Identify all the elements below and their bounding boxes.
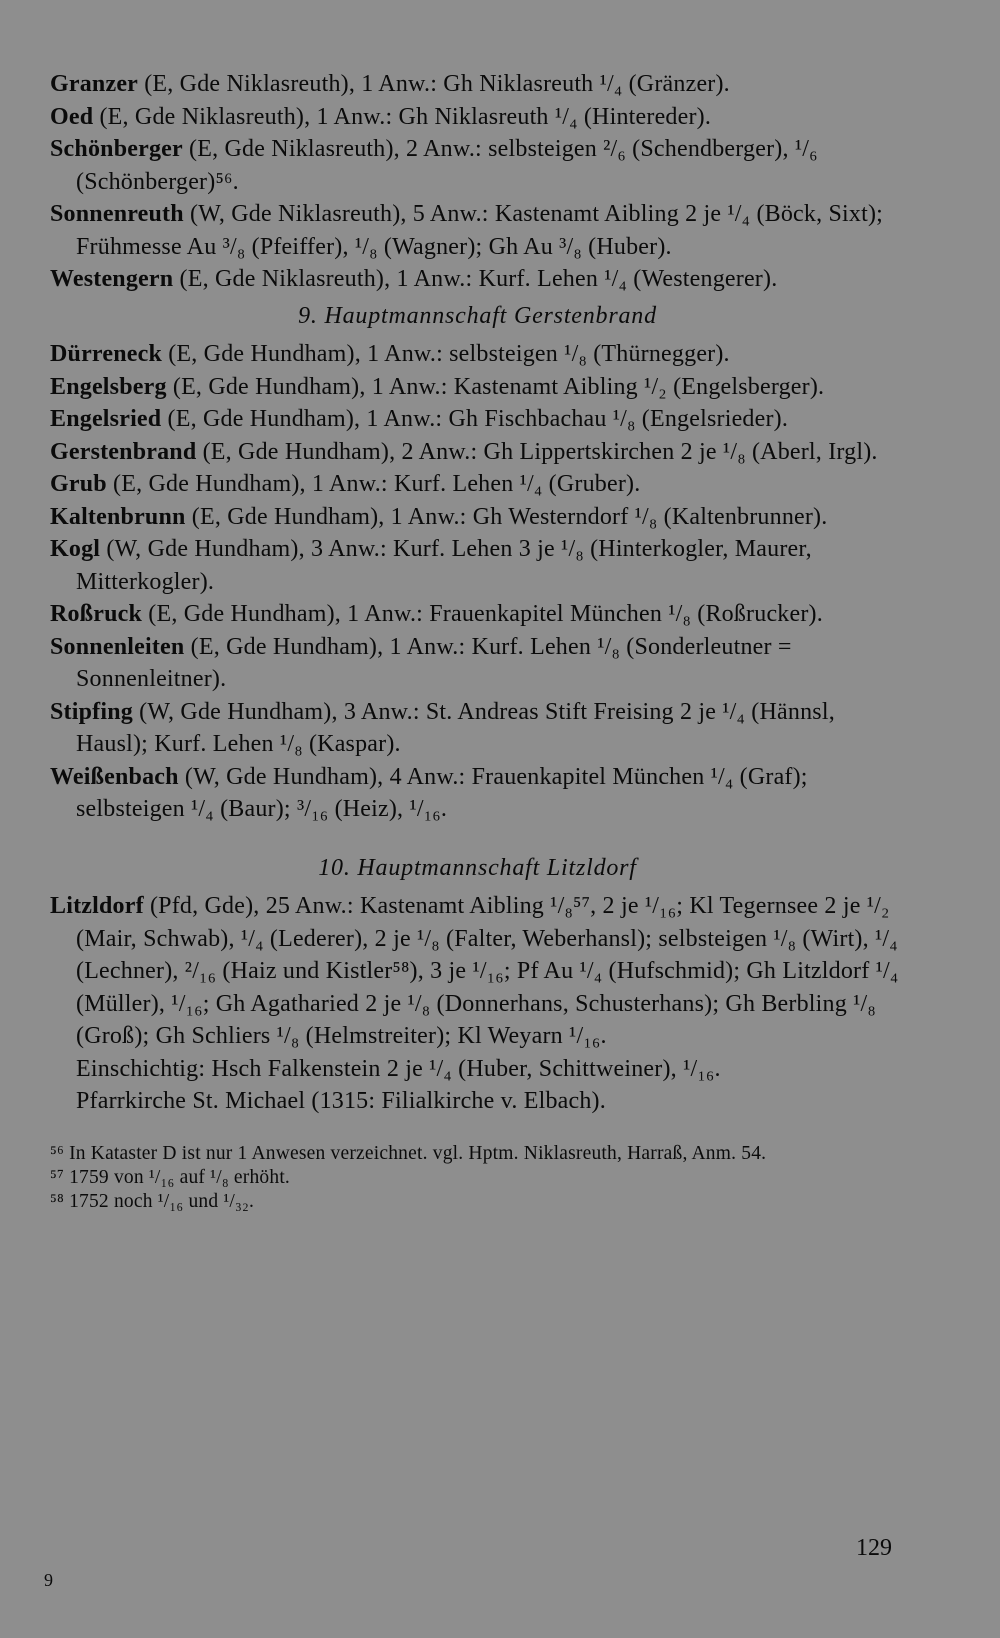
page-number: 129: [856, 1535, 892, 1561]
entry-sonnenreuth: Sonnenreuth (W, Gde Niklasreuth), 5 Anw.: Kastenamt Aibling 2 je ¹/₄ (Böck, Sixt); Frühmesse Au ³/₈ (Pfeiffer), ¹/₈ (Wagner); Gh Au ³/₈ (Huber).: [50, 201, 884, 260]
entry-schoenberger: Schönberger (E, Gde Niklasreuth), 2 Anw.: selbsteigen ²/₆ (Schendberger), ¹/₆ (Schönberger)⁵⁶.: [50, 136, 818, 195]
entry-engelsberg: Engelsberg (E, Gde Hundham), 1 Anw.: Kastenamt Aibling ¹/₂ (Engelsberger).: [50, 373, 825, 400]
entry-oed: Oed (E, Gde Niklasreuth), 1 Anw.: Gh Niklasreuth ¹/₄ (Hintereder).: [50, 103, 712, 130]
entry-stipfing: Stipfing (W, Gde Hundham), 3 Anw.: St. Andreas Stift Freising 2 je ¹/₄ (Hännsl, Hausl); Kurf. Lehen ¹/₈ (Kaspar).: [50, 698, 835, 757]
entry-engelsried: Engelsried (E, Gde Hundham), 1 Anw.: Gh Fischbachau ¹/₈ (Engelsrieder).: [50, 406, 789, 432]
litzldorf-einschichtig: Einschichtig: Hsch Falkenstein 2 je ¹/₄ (Huber, Schittweiner), ¹/₁₆.: [76, 1055, 721, 1082]
signature-mark: 9: [44, 1570, 53, 1590]
litzldorf-pfarrkirche: Pfarrkirche St. Michael (1315: Filialkirche v. Elbach).: [76, 1088, 606, 1114]
footnote-58: ⁵⁸ 1752 noch ¹/₁₆ und ¹/₃₂.: [50, 1190, 255, 1212]
footnote-57: ⁵⁷ 1759 von ¹/₁₆ auf ¹/₈ erhöht.: [50, 1166, 291, 1188]
section-heading-10: 10. Hauptmannschaft Litzldorf: [318, 854, 637, 881]
footnotes: [50, 1142, 905, 1214]
section-heading-9: 9. Hauptmannschaft Gerstenbrand: [298, 302, 657, 329]
entry-duerreneck: Dürreneck (E, Gde Hundham), 1 Anw.: selbsteigen ¹/₈ (Thürnegger).: [50, 341, 730, 367]
footnote-56: ⁵⁶ In Kataster D ist nur 1 Anwesen verzeichnet. vgl. Hptm. Niklasreuth, Harraß, Anm. 54.: [50, 1142, 767, 1164]
entry-kaltenbrunn: Kaltenbrunn (E, Gde Hundham), 1 Anw.: Gh Westerndorf ¹/₈ (Kaltenbrunner).: [50, 503, 828, 530]
entry-grub: Grub (E, Gde Hundham), 1 Anw.: Kurf. Lehen ¹/₄ (Gruber).: [50, 471, 641, 497]
entry-westengern: Westengern (E, Gde Niklasreuth), 1 Anw.: Kurf. Lehen ¹/₄ (Westengerer).: [50, 266, 778, 292]
entry-kogl: Kogl (W, Gde Hundham), 3 Anw.: Kurf. Lehen 3 je ¹/₈ (Hinterkogler, Maurer, Mitterkogler).: [50, 536, 812, 595]
entry-rossruck: Roßruck (E, Gde Hundham), 1 Anw.: Frauenkapitel München ¹/₈ (Roßrucker).: [50, 601, 823, 627]
entry-litzldorf: Litzldorf (Pfd, Gde), 25 Anw.: Kastenamt Aibling ¹/₈⁵⁷, 2 je ¹/₁₆; Kl Tegernsee 2 je ¹/₂ (Mair, Schwab), ¹/₄ (Lederer), 2 je ¹/₈ (Falter, Weberhansl); selbsteigen ¹/₈ (Wirt), ¹/₄ (Lechner), ²/₁₆ (Haiz und Kistler⁵⁸), 3 je ¹/₁₆; Pf Au ¹/₄ (Hufschmid); Gh Litzldorf ¹/₄ (Müller), ¹/₁₆; Gh Agatharied 2 je ¹/₈ (Donnerhans, Schusterhans); Gh Berbling ¹/₈ (Groß); Gh Schliers ¹/₈ (Helmstreiter); Kl Weyarn ¹/₁₆.: [50, 893, 899, 1049]
entry-granzer: Granzer (E, Gde Niklasreuth), 1 Anw.: Gh Niklasreuth ¹/₄ (Gränzer).: [50, 71, 730, 97]
text-body: [50, 68, 905, 1214]
entry-gerstenbrand: Gerstenbrand (E, Gde Hundham), 2 Anw.: Gh Lippertskirchen 2 je ¹/₈ (Aberl, Irgl).: [50, 438, 878, 465]
entry-sonnenleiten: Sonnenleiten (E, Gde Hundham), 1 Anw.: Kurf. Lehen ¹/₈ (Sonderleutner = Sonnenleitner).: [50, 633, 792, 692]
entry-weissenbach: Weißenbach (W, Gde Hundham), 4 Anw.: Frauenkapitel München ¹/₄ (Graf); selbsteigen ¹/₄ (Baur); ³/₁₆ (Heiz), ¹/₁₆.: [50, 763, 808, 822]
